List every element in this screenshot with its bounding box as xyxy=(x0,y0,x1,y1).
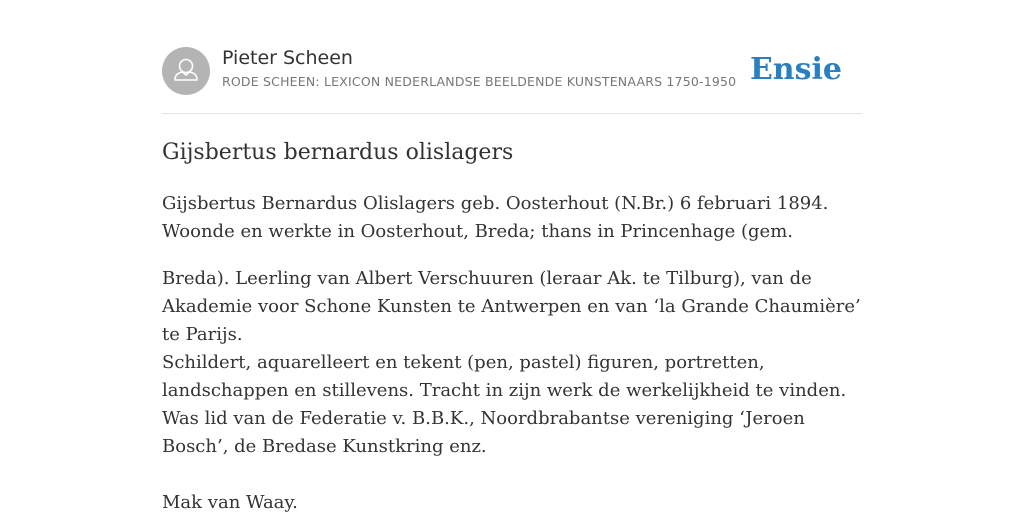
avatar[interactable] xyxy=(162,47,210,95)
article-paragraph: Gijsbertus Bernardus Olislagers geb. Oosterhout (N.Br.) 6 februari 1894. Woonde en werkte in Oosterhout, Breda; thans in Princenhage (gem. xyxy=(162,193,829,242)
author-header xyxy=(162,46,862,96)
article-paragraph: Breda). Leerling van Albert Verschuuren (leraar Ak. te Tilburg), van de Akademie voor Schone Kunsten te Antwerpen en van ‘la Grande Chaumière’ te Parijs. xyxy=(162,268,861,345)
user-silhouette-icon xyxy=(162,47,210,95)
article-title: Gijsbertus bernardus olislagers xyxy=(162,140,514,165)
article-paragraph: Schildert, aquarelleert en tekent (pen, pastel) figuren, portretten, landschappen en stillevens. Tracht in zijn werk de werkelijkheid te vinden. Was lid van de Federatie v. B.B.K., Noordbrabantse vereniging ‘Jeroen Bosch’, de Bredase Kunstkring enz. xyxy=(162,352,847,457)
divider xyxy=(162,113,862,114)
source-title: RODE SCHEEN: LEXICON NEDERLANDSE BEELDENDE KUNSTENAARS 1750-1950 xyxy=(222,74,737,89)
article-paragraph: Mak van Waay. xyxy=(162,492,298,512)
author-name[interactable]: Pieter Scheen xyxy=(222,47,353,69)
brand-logo[interactable]: Ensie xyxy=(749,52,842,87)
